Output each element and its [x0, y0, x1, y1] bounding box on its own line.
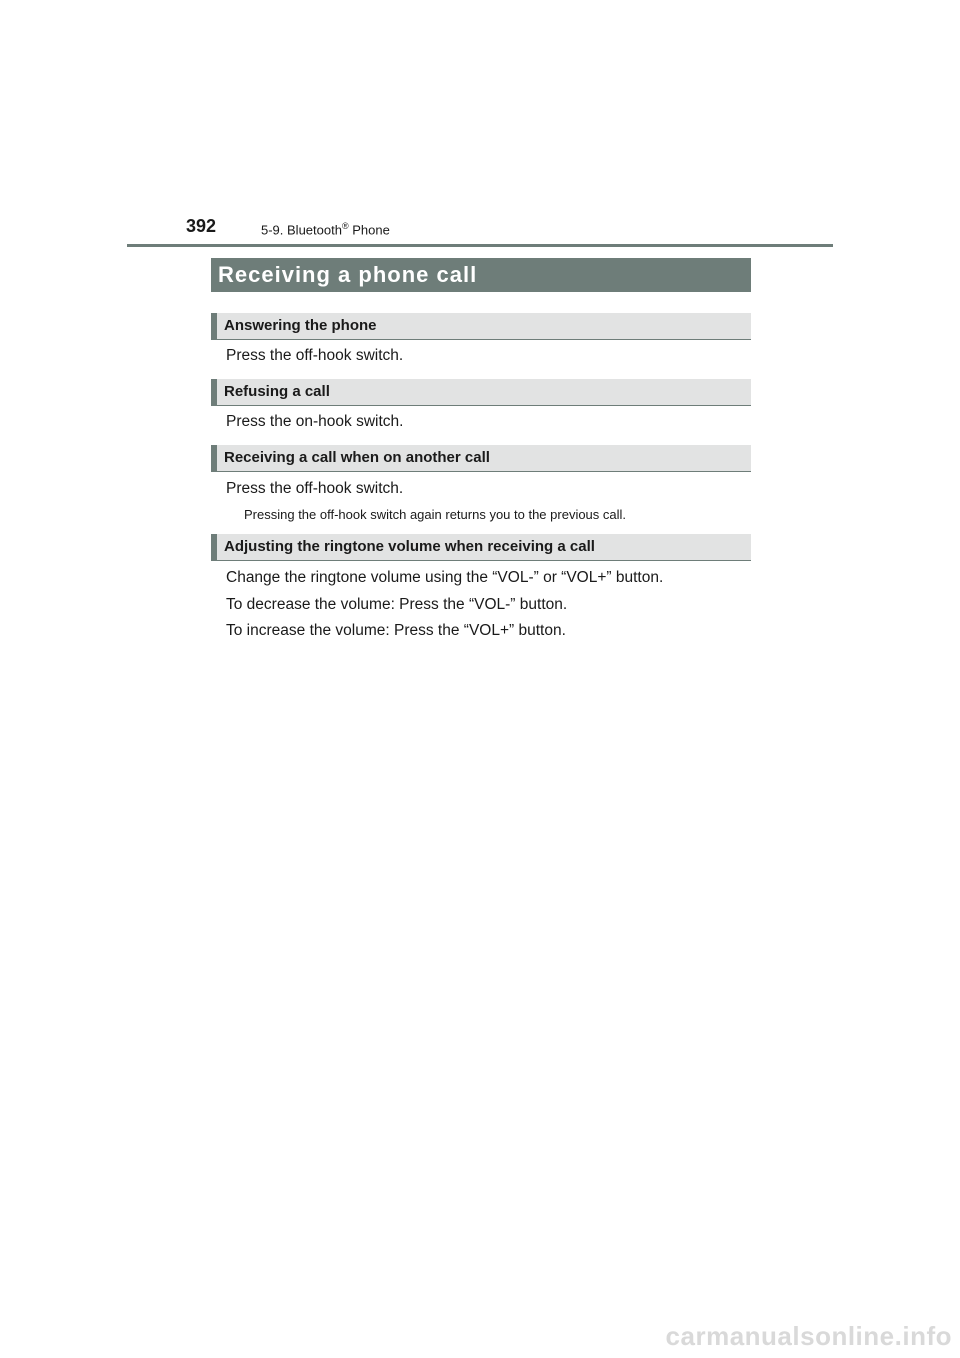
refusing-text: Press the on-hook switch.: [226, 413, 404, 430]
another-call-note: Pressing the off-hook switch again returns you to the previous call.: [244, 507, 627, 522]
heading-refusing: Refusing a call: [211, 379, 751, 406]
ringtone-line-2: To decrease the volume: Press the “VOL-” button.: [226, 596, 568, 613]
heading-ringtone: Adjusting the ringtone volume when receiving a call: [211, 534, 751, 561]
breadcrumb-prefix: 5-9. Bluetooth: [261, 222, 342, 238]
watermark: carmanualsonline.info: [665, 1321, 952, 1351]
heading-another-call: Receiving a call when on another call: [211, 445, 751, 472]
breadcrumb-suffix: Phone: [348, 222, 390, 238]
page-number: 392: [186, 216, 217, 236]
header-divider: [127, 244, 833, 247]
another-call-text: Press the off-hook switch.: [226, 480, 404, 497]
heading-answering: Answering the phone: [211, 313, 751, 340]
ringtone-line-1: Change the ringtone volume using the “VOL-” or “VOL+” button.: [226, 569, 664, 586]
answering-text: Press the off-hook switch.: [226, 347, 404, 364]
ringtone-line-3: To increase the volume: Press the “VOL+” button.: [226, 622, 566, 639]
breadcrumb: [261, 221, 390, 237]
registered-mark: ®: [341, 221, 349, 231]
page-title: Receiving a phone call: [211, 258, 751, 292]
